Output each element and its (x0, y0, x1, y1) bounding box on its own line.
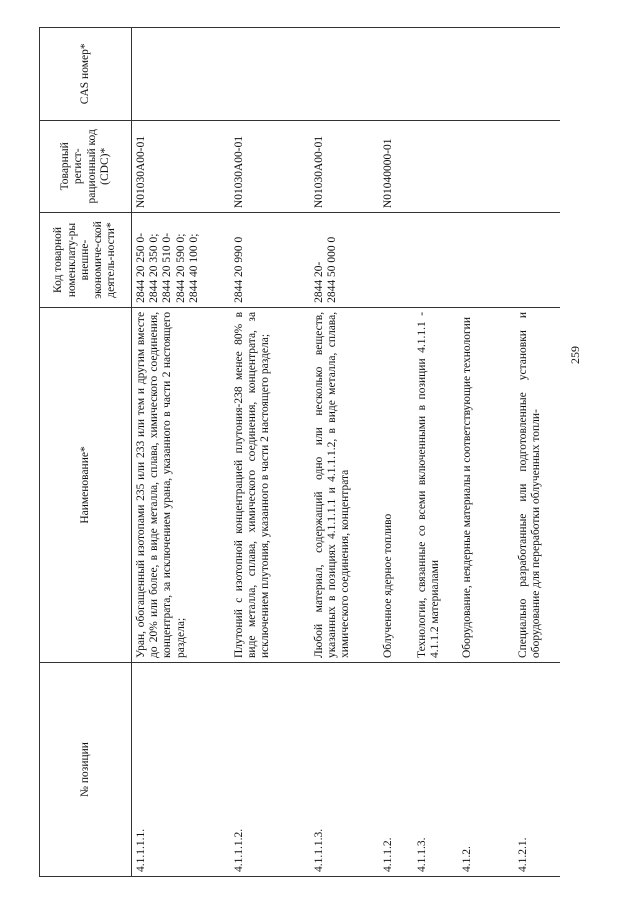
code-line: 2844 20 590 0; (174, 233, 187, 303)
row-cdc (458, 120, 514, 213)
table-row (458, 28, 514, 877)
row-position: 4.1.1.2. (379, 663, 413, 877)
row-cas (230, 28, 310, 121)
code-line: 2844 20 510 0- (161, 232, 174, 303)
rotated-document-page (0, 27, 600, 877)
code-line: 2844 20- (313, 261, 325, 303)
row-code (132, 213, 231, 308)
export-control-table (39, 27, 560, 877)
row-position: 4.1.1.1.3. (310, 663, 379, 877)
row-cas (379, 28, 413, 121)
row-name: Оборудование, неядерные материалы и соответствующие технологии (458, 307, 514, 662)
row-cas (310, 28, 379, 121)
table-row (413, 28, 458, 877)
row-name: Плутоний с изотопной концентрацией плутония-238 менее 80% в виде металла, сплава, химического соединения, концентрата, за исключением плутония, указанного в части 2 настоящего раздела; (230, 307, 310, 662)
row-cdc: N01040000-01 (379, 120, 413, 213)
header-cas: CAS номер* (40, 28, 132, 121)
row-name: Уран, обогащенный изотопами 235 или 233 или тем и другим вместе до 20% или более, в виде металла, сплава, химического соединения, концентрата, за исключением урана, указанного в части 2 настоящего раздела; (132, 307, 231, 662)
code-line: 2844 40 100 0; (187, 233, 200, 303)
table-header-row (40, 28, 132, 877)
code-line: 2844 50 000 0 (326, 236, 339, 303)
row-cas (514, 28, 560, 121)
row-cas (458, 28, 514, 121)
row-name: Специально разработанные или подготовленные установки и оборудование для переработки облученных топли- (514, 307, 560, 662)
header-code: Код товарной номенклату-ры внешне-экономиче-ской деятель-ности* (40, 213, 132, 308)
row-position: 4.1.1.3. (413, 663, 458, 877)
table-row (132, 28, 231, 877)
table-row (310, 28, 379, 877)
row-code (514, 213, 560, 308)
row-cas (413, 28, 458, 121)
row-position: 4.1.1.1.2. (230, 663, 310, 877)
table-row (514, 28, 560, 877)
row-position: 4.1.1.1.1. (132, 663, 231, 877)
code-line: 2844 20 350 0; (148, 233, 161, 303)
row-position: 4.1.2. (458, 663, 514, 877)
row-name: Технологии, связанные со всеми включенными в позиции 4.1.1.1 - 4.1.1.2 материалами (413, 307, 458, 662)
row-code (413, 213, 458, 308)
row-name: Облученное ядерное топливо (379, 307, 413, 662)
row-name: Любой материал, содержащий одно или несколько веществ, указанных в позициях 4.1.1.1.1 и 4.1.1.1.2, в виде металла, сплава, химического соединения, концентрата (310, 307, 379, 662)
row-cas (132, 28, 231, 121)
header-position: № позиции (40, 663, 132, 877)
code-line: 2844 20 250 0- (135, 232, 147, 303)
row-code (230, 213, 310, 308)
row-code (310, 213, 379, 308)
page-number: 259 (568, 346, 582, 364)
row-cdc (514, 120, 560, 213)
table-row (230, 28, 310, 877)
row-cdc: N01030A00-01 (132, 120, 231, 213)
row-cdc (413, 120, 458, 213)
code-line: 2844 20 990 0 (233, 236, 245, 303)
row-position: 4.1.2.1. (514, 663, 560, 877)
table-row (379, 28, 413, 877)
header-name: Наименование* (40, 307, 132, 662)
row-cdc: N01030A00-01 (310, 120, 379, 213)
header-cdc: Товарный регист-рационный код (CDC)* (40, 120, 132, 213)
row-code (379, 213, 413, 308)
row-cdc: N01030A00-01 (230, 120, 310, 213)
row-code (458, 213, 514, 308)
